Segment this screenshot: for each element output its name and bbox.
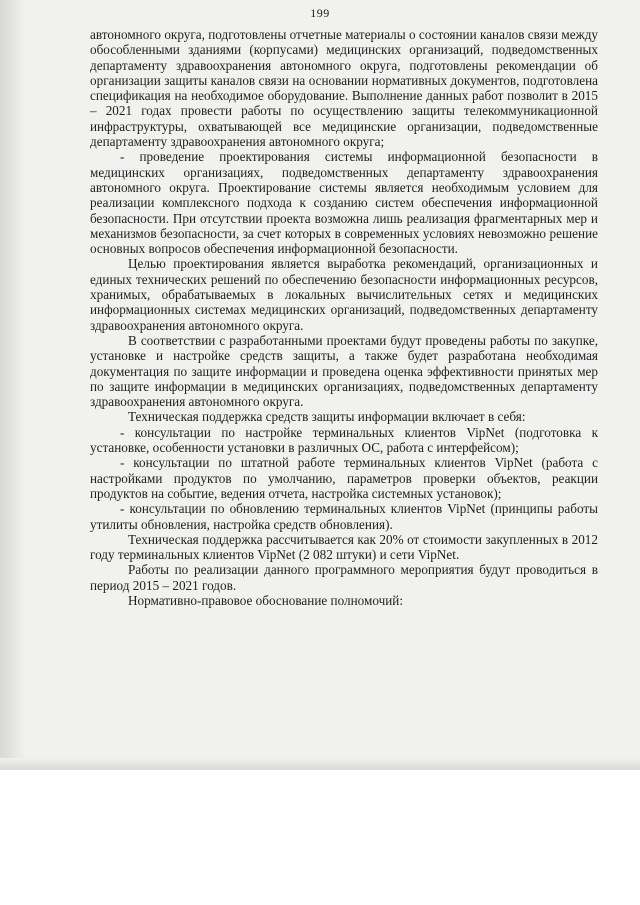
scan-shadow-bottom — [0, 758, 640, 770]
paragraph: - проведение проектирования системы информационной безопасности в медицинских организациях, подведомственных департаменту здравоохранения автономного округа. Проектирование системы является необходимым условием для реализации комплексного подхода к созданию систем обеспечения информационной безопасности. При отсутствии проекта возможна лишь реализация фрагментарных мер и механизмов безопасности, за счет которых в современных условиях невозможно решение основных вопросов обеспечения информационной безопасности. — [90, 149, 598, 257]
scan-shadow-left — [0, 0, 26, 770]
paragraph: - консультации по настройке терминальных клиентов VipNet (подготовка к установке, особенности установки в различных ОС, работа с интерфейсом); — [90, 424, 598, 456]
paragraph: Техническая поддержка рассчитывается как 20% от стоимости закупленных в 2012 году терминальных клиентов VipNet (2 082 штуки) и сети VipNet. — [90, 531, 598, 563]
paragraph: автономного округа, подготовлены отчетные материалы о состоянии каналов связи между обособленными зданиями (корпусами) медицинских организаций, подведомственных департаменту здравоохранения автономного округа, подготовлены рекомендации об организации защиты каналов связи на основании нормативных документов, подготовлена спецификация на необходимое оборудование. Выполнение данных работ позволит в 2015 – 2021 годах провести работы по осуществлению защиты телекоммуникационной инфраструктуры, охватывающей все медицинские организации, подведомственные департаменту здравоохранения автономного округа; — [90, 27, 598, 150]
paragraph: Техническая поддержка средств защиты информации включает в себя: — [128, 409, 526, 425]
paragraph: Целью проектирования является выработка рекомендаций, организационных и единых технических решений по обеспечению безопасности информационных ресурсов, хранимых, обрабатываемых в локальных вычислительных сетях и медицинских информационных системах медицинских организаций, подведомственных департаменту здравоохранения автономного округа. — [90, 256, 598, 333]
page-bottom-margin — [0, 770, 640, 905]
page-number: 199 — [310, 6, 330, 20]
paragraph: В соответствии с разработанными проектами будут проведены работы по закупке, установке и настройке средств защиты, а также будет разработана необходимая документация по защите информации и проведена оценка эффективности принятых мер по защите информации в медицинских организациях, подведомственных департаменту здравоохранения автономного округа. — [90, 332, 598, 410]
paragraph: - консультации по обновлению терминальных клиентов VipNet (принципы работы утилиты обновления, настройка средств обновления). — [90, 501, 598, 532]
paragraph: - консультации по штатной работе терминальных клиентов VipNet (работа с настройками продуктов по умолчанию, параметров проверки объектов, реакции продуктов на событие, ведения отчета, настройка системных установок); — [90, 455, 598, 501]
body-text — [90, 27, 598, 608]
paragraph: Работы по реализации данного программного мероприятия будут проводиться в период 2015 – 2021 годов. — [90, 562, 598, 593]
paragraph: Нормативно-правовое обоснование полномочий: — [128, 592, 404, 608]
